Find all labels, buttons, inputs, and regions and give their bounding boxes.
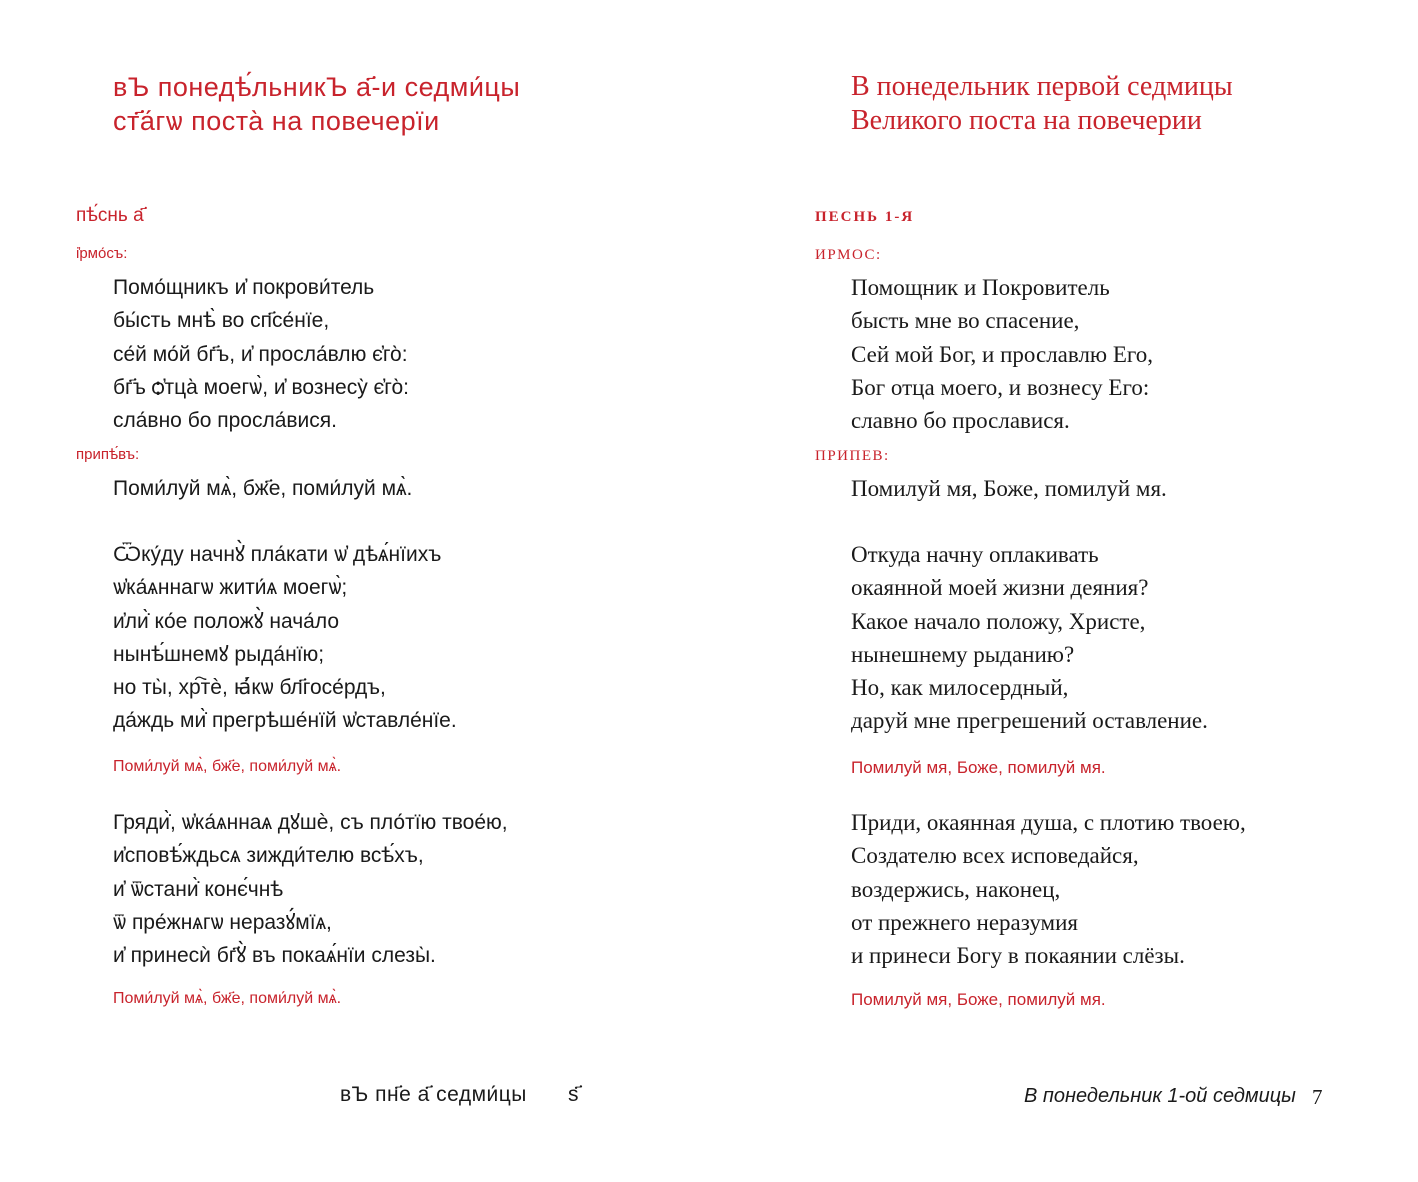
verse-line: и҆сповѣ́ждьсѧ зижди́телю всѣ́хъ, [113, 844, 424, 868]
title-line: ст҃а́гѡ поста̀ на повечерїи [113, 106, 440, 136]
verse-line: Бог отца моего, и вознесу Его: [851, 374, 1150, 400]
verse-line: Какое начало положу, Христе, [851, 608, 1146, 634]
page-title-slavonic [113, 70, 520, 138]
verse-line: Гряди̇̀, ѡ҆ка́ѧннаѧ дꙋшѐ, съ пло́тїю твое́ю, [113, 811, 508, 834]
refrain-2: Помилуй мя, Боже, помилуй мя. [851, 990, 1106, 1009]
troparion-2 [113, 806, 508, 972]
troparion-1 [113, 538, 457, 738]
verse-line: воздержись, наконец, [851, 876, 1061, 902]
refrain-1: Помилуй мя, Боже, помилуй мя. [851, 758, 1106, 777]
verse-line: сла́вно бо просла́вися. [113, 409, 337, 433]
verse-line: и҆ принесѝ бг҃ꙋ̀ въ покаѧ́нїи слезы̀. [113, 944, 436, 968]
title-line: вЪ понедѣ́льникЪ а҃-и седми́цы [113, 72, 521, 102]
verse-line: но ты̀, хр҇тѐ, ꙗ҆́кѡ бл҃госе́рдъ, [113, 676, 386, 700]
refrain-1: Поми́луй мѧ̀, бж҃е, поми́луй мѧ̀. [113, 758, 342, 775]
verse-line: нынѣ́шнемꙋ рыда́нїю; [113, 642, 325, 666]
verse-line: ѿ пре́жнѧгѡ неразꙋ́мїѧ, [113, 910, 332, 934]
running-footer: вЪ пн҃е а҃ седми́цы [340, 1083, 527, 1106]
verse-line: Приди, окаянная душа, с плотию твоею, [851, 810, 1246, 835]
verse-line: и҆ ѿстани̇̀ конє́чнѣ [113, 877, 284, 901]
verse-line: нынешнему рыданию? [851, 641, 1075, 667]
title-line: В понедельник первой седмицы [851, 71, 1233, 102]
refrain-label: ПРИПЕВ: [815, 448, 890, 464]
verse-line: и҆ли̇̀ ко́е положꙋ̀ нача́ло [113, 609, 340, 633]
verse-line: Помо́щникъ и҆ покрови́тель [113, 276, 375, 299]
verse-line: Создателю всех исповедайся, [851, 843, 1139, 869]
page-number: ѕ҃ [568, 1083, 579, 1106]
verse-line: даруй мне прегрешений оставление. [851, 708, 1208, 734]
irmos-label: і҆рмо́съ: [76, 245, 128, 262]
verse-line: да́ждь ми̇̀ прегрѣше́нїй ѡ҆ставле́нїе. [113, 709, 457, 733]
verse-line: от прежнего неразумия [851, 909, 1079, 935]
song-heading: ПЕСНЬ 1-Я [815, 209, 915, 225]
verse-line: ѡ҆ка́ѧннагѡ жити́ѧ моегѡ̀; [113, 576, 348, 600]
right-page [709, 0, 1418, 1182]
refrain-label: припѣ́въ: [76, 446, 140, 463]
verse-line: Откуда начну оплакивать [851, 542, 1099, 567]
troparion-2 [851, 806, 1246, 972]
troparion-1 [851, 538, 1208, 738]
refrain-2: Поми́луй мѧ̀, бж҃е, поми́луй мѧ̀. [113, 990, 342, 1007]
verse-line: Помилуй мя, Боже, помилуй мя. [851, 476, 1167, 501]
irmos-text [851, 271, 1153, 437]
verse-line: бг҃ъ ѻ҆тца̀ моегѡ̀, и҆ вознесу̀ є҆го̀: [113, 375, 409, 399]
verse-line: Но, как милосердный, [851, 675, 1069, 701]
verse-line: Ѿку́ду начнꙋ̀ пла́кати ѡ҆ дѣѧ́нїихъ [113, 543, 442, 566]
verse-line: се́й мо́й бг҃ъ, и҆ просла́влю є҆го̀: [113, 342, 408, 366]
refrain-text [113, 472, 412, 505]
page-number: 7 [1312, 1085, 1323, 1109]
running-footer: В понедельник 1-ой седмицы [1024, 1085, 1296, 1107]
refrain-text [851, 472, 1167, 505]
verse-line: славно бо прославися. [851, 408, 1070, 434]
title-line: Великого поста на повечерии [851, 105, 1202, 136]
verse-line: Сей мой Бог, и прославлю Его, [851, 341, 1154, 367]
verse-line: бысть мне во спасение, [851, 308, 1080, 334]
verse-line: окаянной моей жизни деяния? [851, 575, 1149, 601]
verse-line: и принеси Богу в покаянии слёзы. [851, 943, 1185, 969]
verse-line: бы́сть мнѣ̀ во сп҃се́нїе, [113, 309, 330, 333]
irmos-label: ИРМОС: [815, 247, 882, 263]
song-heading: пѣ́снь а҃ [76, 205, 144, 226]
verse-line: Поми́луй мѧ̀, бж҃е, поми́луй мѧ̀. [113, 477, 413, 500]
verse-line: Помощник и Покровитель [851, 275, 1110, 300]
irmos-text [113, 271, 409, 437]
page-title-russian [851, 70, 1233, 138]
